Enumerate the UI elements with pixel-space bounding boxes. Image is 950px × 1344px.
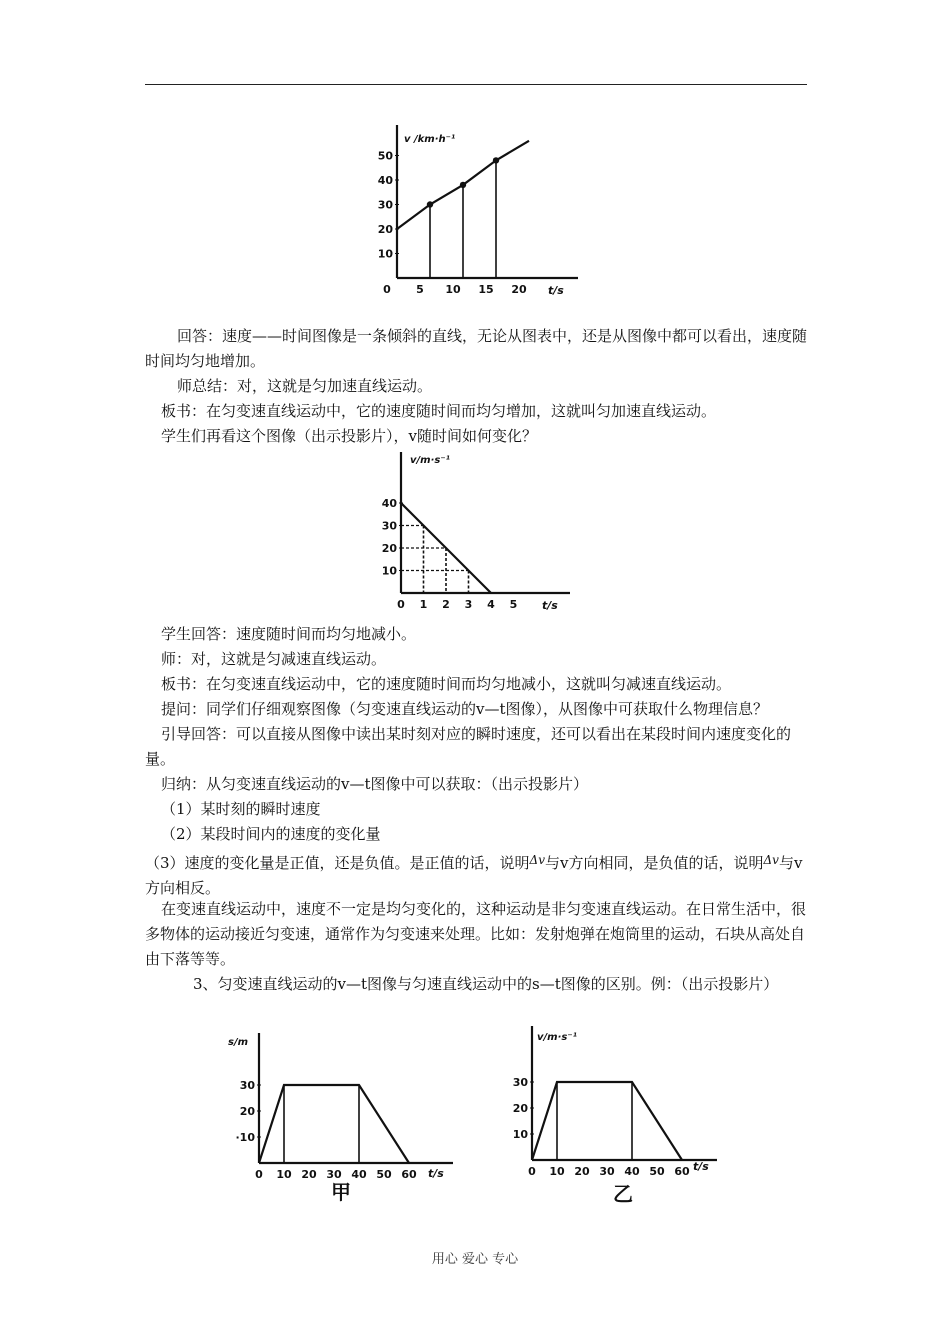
- x-tick-label: 10: [276, 1168, 292, 1181]
- x-axis-label: t/s: [428, 1167, 444, 1180]
- series-line: [532, 1082, 682, 1160]
- chart-caption: 乙: [613, 1182, 633, 1206]
- paragraph-guide: 引导回答：可以直接从图像中读出某时刻对应的瞬时速度，还可以看出在某段时间内速度变化的量。: [145, 725, 792, 768]
- x-axis-label: t/s: [548, 284, 564, 297]
- paragraph-conclusion: 归纳：从匀变速直线运动的v—t图像中可以获取：（出示投影片）: [161, 775, 589, 793]
- list-item-3: （3）速度的变化量是正值，还是负值。是正值的话，说明$^{\Delta v}$与v方向相同，是负值的话，说明$^{\Delta v}$与v方向相反。: [145, 853, 803, 897]
- y-axis-label: v /km·h⁻¹: [404, 134, 456, 145]
- x-tick-label: 1: [419, 598, 428, 611]
- x-tick-label: 5: [509, 598, 518, 611]
- y-tick-label: 30: [512, 1076, 528, 1089]
- x-tick-label: 40: [624, 1165, 640, 1178]
- paragraph-variable-motion: 在变速直线运动中，速度不一定是均匀变化的，这种运动是非匀变速直线运动。在日常生活中，很多物体的运动接近匀变速，通常作为匀变速来处理。比如：发射炮弹在炮筒里的运动，石块从高处自由下落等等。: [145, 900, 807, 968]
- x-tick-label: 30: [326, 1168, 342, 1181]
- x-tick-label: 30: [599, 1165, 615, 1178]
- x-tick-label: 15: [478, 283, 494, 296]
- x-tick-label: 5: [416, 283, 424, 296]
- y-tick-label: 20: [377, 223, 393, 236]
- paragraph-board-1: 板书：在匀变速直线运动中，它的速度随时间而均匀增加，这就叫匀加速直线运动。: [161, 402, 717, 420]
- x-tick-label: 10: [549, 1165, 565, 1178]
- x-tick-label: 20: [301, 1168, 317, 1181]
- chart-3: [225, 1025, 470, 1210]
- paragraph-question-2: 提问：同学们仔细观察图像（匀变速直线运动的v—t图像），从图像中可获取什么物理信息？: [161, 700, 769, 718]
- chart-caption: 甲: [331, 1180, 351, 1204]
- y-tick-label: 20: [381, 542, 397, 555]
- y-tick-label: 10: [512, 1128, 528, 1141]
- y-tick-label: 10: [381, 564, 397, 578]
- x-axis-label: t/s: [693, 1160, 709, 1173]
- x-tick-label: 0: [383, 283, 391, 296]
- x-tick-label: 3: [464, 598, 473, 611]
- paragraph-summary: 师总结：对，这就是匀加速直线运动。: [177, 377, 433, 395]
- x-tick-label: 4: [487, 598, 495, 611]
- x-tick-label: 60: [674, 1165, 690, 1178]
- y-tick-label: 30: [239, 1079, 255, 1092]
- y-tick-label: 20: [239, 1105, 255, 1118]
- list-item-1: （1）某时刻的瞬时速度: [161, 800, 321, 818]
- x-tick-label: 50: [376, 1168, 392, 1181]
- y-tick-label: ·10: [235, 1131, 255, 1144]
- y-tick-label: 10: [377, 247, 393, 261]
- y-tick-label: 40: [377, 174, 393, 187]
- y-tick-label: 30: [377, 198, 393, 212]
- paragraph-teacher: 师：对，这就是匀减速直线运动。: [161, 650, 387, 668]
- x-tick-label: 40: [351, 1168, 367, 1181]
- footer: 用心 爱心 专心: [431, 1252, 519, 1267]
- y-tick-label: 30: [381, 519, 397, 533]
- data-point: [460, 182, 466, 188]
- chart-2: [370, 447, 580, 617]
- list-item-2: （2）某段时间内的速度的变化量: [161, 825, 381, 843]
- x-tick-label: 0: [255, 1168, 263, 1181]
- paragraph-question-1: 学生们再看这个图像（出示投影片），v随时间如何变化？: [161, 427, 537, 445]
- y-axis-label: v/m·s⁻¹: [537, 1032, 577, 1043]
- x-tick-label: 0: [397, 598, 405, 611]
- x-tick-label: 20: [511, 283, 527, 296]
- x-tick-label: 0: [528, 1165, 536, 1178]
- data-point: [493, 157, 499, 163]
- y-axis-label: v/m·s⁻¹: [410, 455, 450, 466]
- x-tick-label: 20: [574, 1165, 590, 1178]
- paragraph-student-answer: 学生回答：速度随时间而均匀地减小。: [161, 625, 417, 643]
- paragraph-answer: 回答：速度——时间图像是一条倾斜的直线，无论从图表中，还是从图像中都可以看出，速度随时间均匀地增加。: [145, 327, 808, 370]
- y-axis-label: s/m: [228, 1037, 249, 1048]
- header-rule: [145, 84, 807, 85]
- chart-4: [505, 1018, 730, 1210]
- series-line: [259, 1085, 409, 1163]
- x-tick-label: 10: [445, 283, 461, 296]
- paragraph-board-2: 板书：在匀变速直线运动中，它的速度随时间而均匀地减小，这就叫匀减速直线运动。: [161, 675, 732, 693]
- data-point: [427, 201, 433, 207]
- x-tick-label: 2: [442, 598, 450, 611]
- x-axis-label: t/s: [542, 599, 558, 612]
- chart-1: [360, 120, 600, 305]
- y-tick-label: 40: [381, 497, 397, 510]
- y-tick-label: 50: [377, 149, 393, 163]
- paragraph-comparison: 3、匀变速直线运动的v—t图像与匀速直线运动中的s—t图像的区别。例：（出示投影片）: [193, 975, 779, 993]
- x-tick-label: 60: [401, 1168, 417, 1181]
- x-tick-label: 50: [649, 1165, 665, 1178]
- y-tick-label: 20: [512, 1102, 528, 1115]
